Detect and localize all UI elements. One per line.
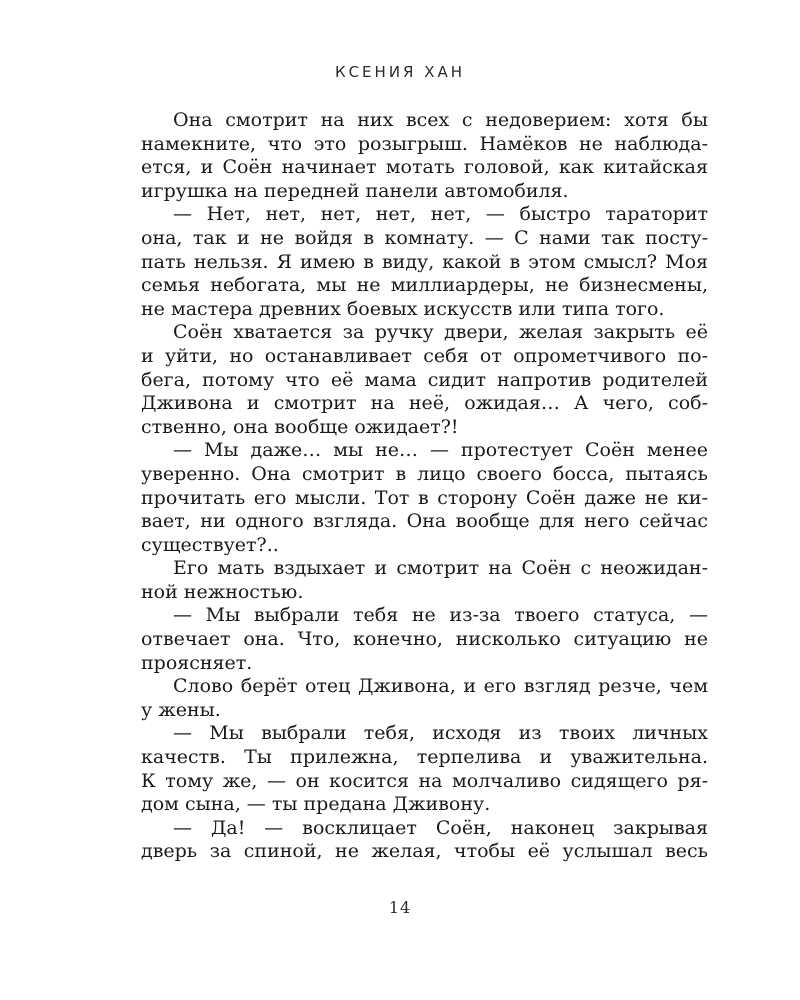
- text-line: уверенно. Она смотрит в лицо своего босса, пытаясь: [141, 462, 708, 485]
- body-text: [141, 109, 708, 864]
- text-line: у жены.: [141, 698, 221, 721]
- text-line: ется, и Соён начинает мотать головой, как китайская: [141, 156, 708, 179]
- text-line: — Да! — восклицает Соён, наконец закрывая: [173, 816, 708, 839]
- text-line: прочитать его мысли. Тот в сторону Соён даже не ки-: [141, 486, 708, 509]
- text-line: Слово берёт отец Дживона, и его взгляд резче, чем: [173, 675, 708, 698]
- text-line: вает, ни одного взгляда. Она вообще для него сейчас: [141, 510, 708, 533]
- text-line: дом сына, — ты предана Дживону.: [141, 793, 491, 816]
- text-line: проясняет.: [141, 651, 253, 674]
- text-line: Дживона и смотрит на неё, ожидая… А чего, соб-: [141, 392, 708, 415]
- text-line: она, так и не войдя в комнату. — С нами так посту-: [141, 226, 708, 249]
- text-line: отвечает она. Что, конечно, нисколько ситуацию не: [141, 628, 708, 651]
- text-line: ственно, она вообще ожидает?!: [141, 415, 459, 438]
- text-line: бега, потому что её мама сидит напротив родителей: [141, 368, 708, 391]
- text-line: — Нет, нет, нет, нет, нет, — быстро тараторит: [173, 203, 708, 226]
- text-line: игрушка на передней панели автомобиля.: [141, 179, 569, 202]
- text-line: — Мы даже… мы не… — протестует Соён менее: [173, 439, 708, 462]
- text-line: пать нельзя. Я имею в виду, какой в этом смысл? Моя: [141, 250, 708, 273]
- page-number: 14: [388, 898, 412, 917]
- text-line: Соён хватается за ручку двери, желая закрыть её: [173, 321, 708, 344]
- text-line: намекните, что это розыгрыш. Намёков не наблюда-: [141, 132, 708, 155]
- text-line: не мастера древних боевых искусств или типа того.: [141, 297, 665, 320]
- text-line: качеств. Ты прилежна, терпелива и уважительна.: [141, 746, 708, 769]
- text-line: семья небогата, мы не миллиардеры, не бизнесмены,: [141, 274, 708, 297]
- text-line: Его мать вздыхает и смотрит на Соён с неожидан-: [173, 557, 708, 580]
- text-line: Она смотрит на них всех с недоверием: хотя бы: [173, 109, 708, 131]
- running-head: КСЕНИЯ ХАН: [334, 63, 466, 81]
- text-line: ной нежностью.: [141, 580, 304, 603]
- text-line: К тому же, — он косится на молчаливо сидящего ря-: [141, 769, 708, 792]
- text-line: дверь за спиной, не желая, чтобы её услышал весь: [141, 840, 708, 863]
- text-line: — Мы выбрали тебя, исходя из твоих личных: [173, 722, 708, 745]
- text-line: и уйти, но останавливает себя от опрометчивого по-: [141, 344, 708, 367]
- text-line: существует?..: [141, 533, 279, 556]
- text-line: — Мы выбрали тебя не из-за твоего статуса, —: [173, 604, 708, 627]
